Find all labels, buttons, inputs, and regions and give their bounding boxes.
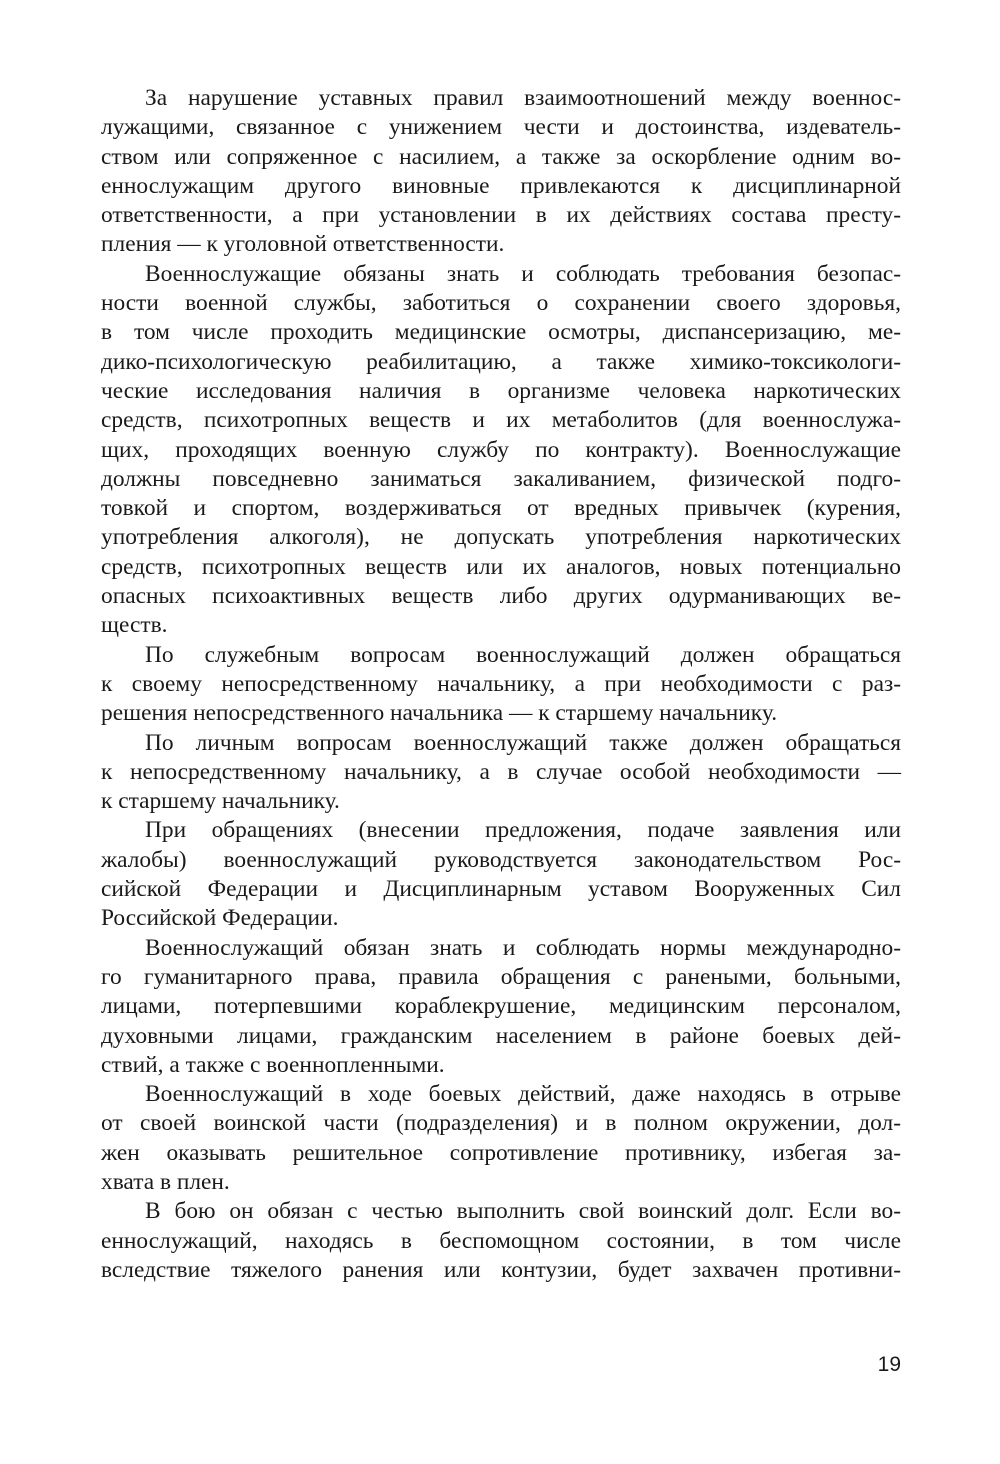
text-line: товкой и спортом, воздерживаться от вредных привычек (курения,: [101, 495, 901, 522]
text-line: средств, психотропных веществ и их метаболитов (для военнослужа-: [101, 407, 901, 434]
text-line: от своей воинской части (подразделения) и в полном окружении, дол-: [101, 1110, 901, 1137]
text-line: По личным вопросам военнослужащий также должен обращаться: [145, 729, 901, 756]
paragraph-1: [101, 84, 901, 260]
text-line: За нарушение уставных правил взаимоотношений между военнос-: [145, 85, 901, 111]
text-line: жалобы) военнослужащий руководствуется законодательством Рос-: [101, 846, 901, 873]
text-line: ством или сопряженное с насилием, а также за оскорбление одним во-: [101, 143, 901, 170]
text-line: При обращениях (внесении предложения, подаче заявления или: [145, 817, 901, 844]
text-line: опасных психоактивных веществ либо других одурманивающих ве-: [101, 583, 901, 610]
text-line: к своему непосредственному начальнику, а при необходимости с раз-: [101, 670, 901, 697]
text-line: Военнослужащий обязан знать и соблюдать нормы международно-: [145, 934, 901, 961]
text-line: Военнослужащие обязаны знать и соблюдать требования безопас-: [145, 260, 901, 287]
text-line: употребления алкоголя), не допускать употребления наркотических: [101, 524, 901, 551]
text-line: ответственности, а при установлении в их действиях состава престу-: [101, 202, 901, 229]
text-line: ствий, а также с военнопленными.: [101, 1051, 445, 1078]
text-line: лужащими, связанное с унижением чести и достоинства, издеватель-: [101, 114, 901, 141]
text-line: щих, проходящих военную службу по контракту). Военнослужащие: [101, 436, 901, 463]
text-line: пления — к уголовной ответственности.: [101, 231, 505, 258]
text-line: Российской Федерации.: [101, 905, 339, 932]
text-line: к непосредственному начальнику, а в случае особой необходимости —: [101, 758, 901, 785]
page-body: [101, 84, 901, 1285]
text-line: решения непосредственного начальника — к старшему начальнику.: [101, 700, 778, 727]
paragraph-8: [101, 1197, 901, 1285]
text-line: ществ.: [101, 612, 168, 639]
text-line: к старшему начальнику.: [101, 788, 340, 815]
text-line: в том числе проходить медицинские осмотры, диспансеризацию, ме-: [101, 319, 901, 346]
paragraph-4: [101, 729, 901, 817]
text-line: В бою он обязан с честью выполнить свой воинский долг. Если во-: [145, 1198, 901, 1225]
text-line: го гуманитарного права, правила обращения с ранеными, больными,: [101, 963, 901, 990]
text-line: духовными лицами, гражданским населением в районе боевых дей-: [101, 1022, 901, 1049]
text-line: ческие исследования наличия в организме человека наркотических: [101, 377, 901, 404]
text-line: Военнослужащий в ходе боевых действий, даже находясь в отрыве: [145, 1081, 901, 1108]
paragraph-5: [101, 816, 901, 933]
text-line: ности военной службы, заботиться о сохранении своего здоровья,: [101, 290, 901, 317]
page-number: 19: [877, 1353, 901, 1376]
text-line: дико-психологическую реабилитацию, а также химико-токсикологи-: [101, 348, 901, 375]
text-line: средств, психотропных веществ или их аналогов, новых потенциально: [101, 553, 901, 580]
text-line: сийской Федерации и Дисциплинарным уставом Вооруженных Сил: [101, 876, 901, 903]
paragraph-7: [101, 1080, 901, 1197]
paragraph-3: [101, 641, 901, 729]
text-line: должны повседневно заниматься закаливанием, физической подго-: [101, 465, 901, 492]
text-line: жен оказывать решительное сопротивление противнику, избегая за-: [101, 1139, 901, 1166]
text-line: еннослужащий, находясь в беспомощном состоянии, в том числе: [101, 1227, 901, 1254]
text-line: лицами, потерпевшими кораблекрушение, медицинским персоналом,: [101, 993, 901, 1020]
paragraph-6: [101, 934, 901, 1080]
text-line: еннослужащим другого виновные привлекаются к дисциплинарной: [101, 172, 901, 199]
text-line: вследствие тяжелого ранения или контузии, будет захвачен противни-: [101, 1256, 901, 1283]
text-line: хвата в плен.: [101, 1168, 230, 1195]
text-line: По служебным вопросам военнослужащий должен обращаться: [145, 641, 901, 668]
paragraph-2: [101, 260, 901, 641]
